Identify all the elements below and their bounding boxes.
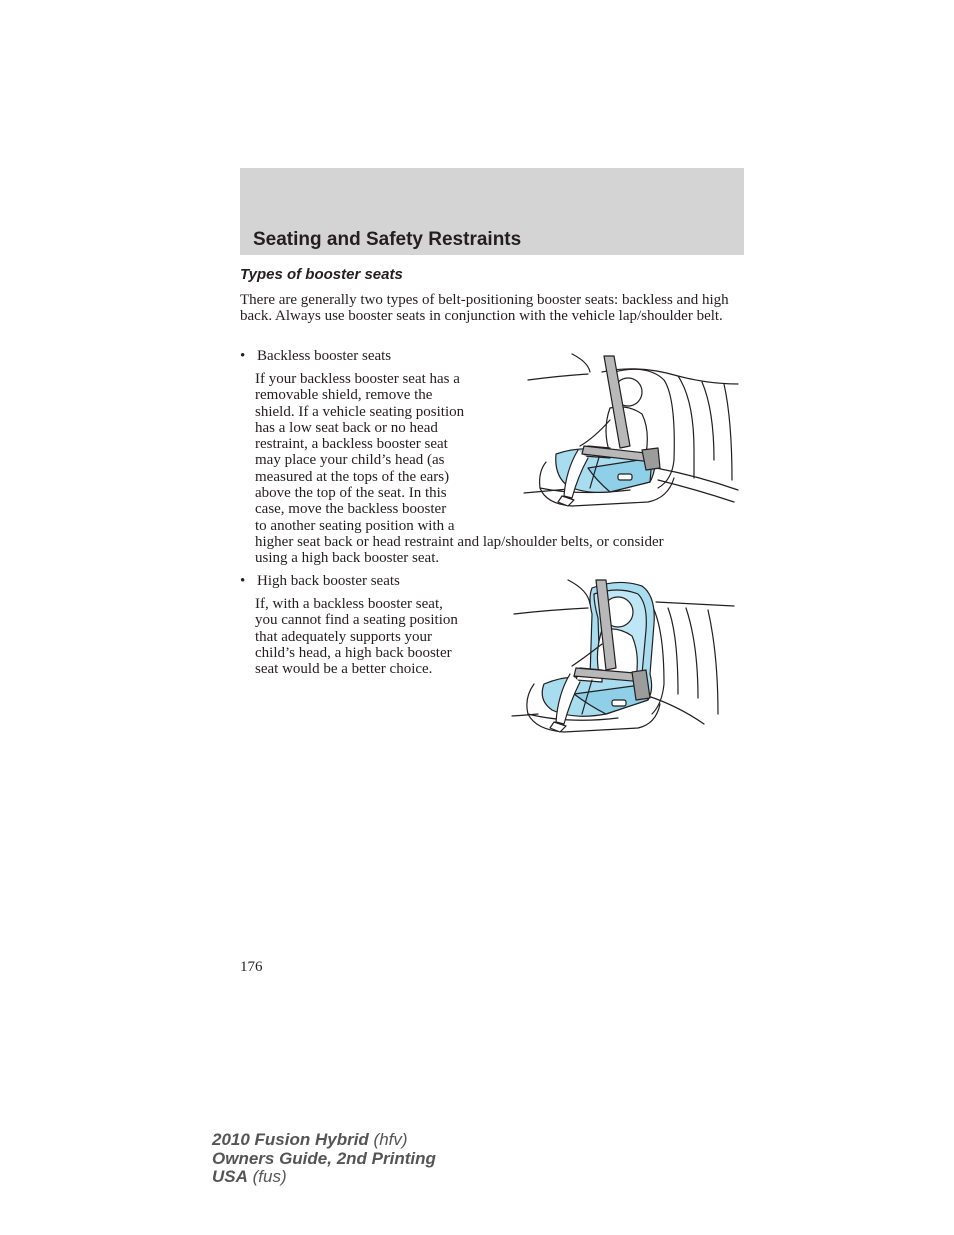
high-back-booster-illustration: [508, 574, 738, 740]
footer-region: USA: [212, 1167, 248, 1186]
footer-region-code: (fus): [247, 1167, 287, 1186]
bullet-label: High back booster seats: [257, 573, 400, 589]
paragraph-line: If your backless booster seat has a: [255, 371, 460, 387]
paragraph-line: to another seating position with a: [255, 517, 455, 534]
paragraph-line: child’s head, a high back booster: [255, 644, 452, 661]
paragraph-line: If, with a backless booster seat,: [255, 596, 443, 612]
paragraph-line: higher seat back or head restraint and lap/shoulder belts, or consider: [255, 533, 664, 550]
paragraph-line: that adequately supports your: [255, 628, 433, 645]
bullet-label: Backless booster seats: [257, 348, 392, 364]
paragraph-line: above the top of the seat. In this: [255, 485, 447, 502]
paragraph-line: has a low seat back or no head: [255, 419, 438, 436]
bullet-marker: •: [240, 573, 246, 589]
section-header-title: Seating and Safety Restraints: [253, 229, 522, 250]
subsection-title: Types of booster seats: [240, 266, 403, 283]
bullet-marker: •: [240, 348, 246, 364]
paragraph-line: shield. If a vehicle seating position: [255, 403, 465, 420]
footer-printing: Owners Guide, 2nd Printing: [212, 1148, 436, 1168]
backless-booster-illustration: [518, 350, 740, 512]
paragraph-line: case, move the backless booster: [255, 501, 447, 518]
paragraph-line: you cannot find a seating position: [255, 612, 458, 629]
footer-model: 2010 Fusion Hybrid: [212, 1130, 369, 1149]
high-back-paragraph: [255, 596, 458, 677]
paragraph-line: may place your child’s head (as: [255, 452, 445, 469]
page-number: 176: [240, 959, 263, 975]
paragraph-line: removable shield, remove the: [255, 387, 433, 404]
paragraph-line: restraint, a backless booster seat: [255, 436, 448, 453]
bullet-backless: [240, 348, 391, 364]
bullet-high-back: [240, 573, 400, 589]
section-header-band: [240, 168, 744, 255]
footer-model-code: (hfv): [368, 1130, 408, 1149]
paragraph-line: measured at the tops of the ears): [255, 468, 450, 485]
intro-paragraph: There are generally two types of belt-positioning booster seats: backless and high back. Always use booster seats in conjunction with the vehicle lap/shoulder belt.: [240, 292, 729, 325]
footer-doc-info: [212, 1131, 436, 1187]
paragraph-line: using a high back booster seat.: [255, 550, 440, 567]
paragraph-line: seat would be a better choice.: [255, 661, 433, 678]
